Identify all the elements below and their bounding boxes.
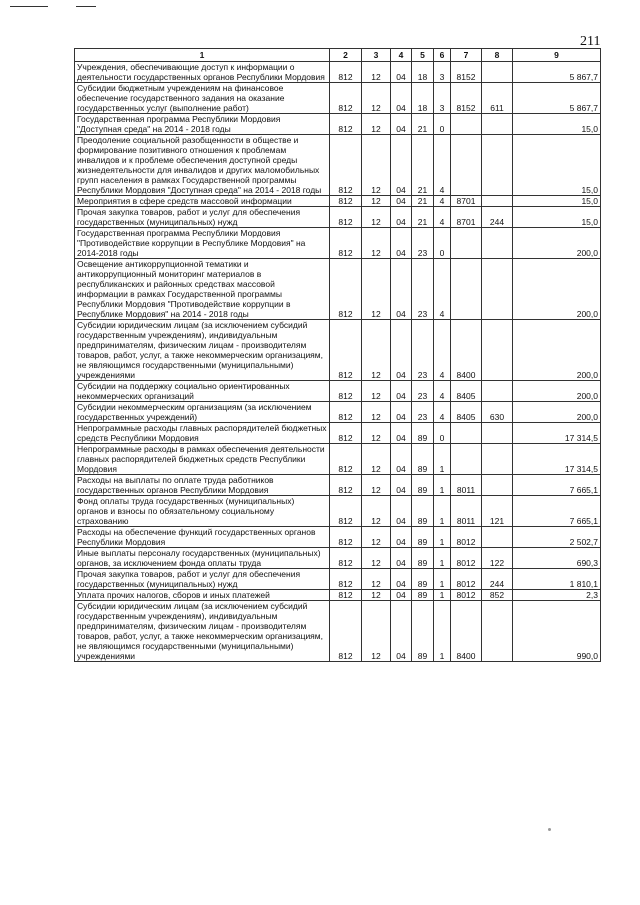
target-item-code: 8012 xyxy=(451,590,482,601)
section-code: 12 xyxy=(362,259,391,320)
section-code: 12 xyxy=(362,496,391,527)
section-code: 12 xyxy=(362,320,391,381)
expense-type-code xyxy=(482,423,513,444)
target-item-code: 8012 xyxy=(451,548,482,569)
subsection-code: 04 xyxy=(391,590,412,601)
section-code: 12 xyxy=(362,569,391,590)
subprogram-code: 4 xyxy=(434,196,451,207)
top-rule-right xyxy=(76,6,96,7)
expense-type-code xyxy=(482,444,513,475)
amount: 5 867,7 xyxy=(513,62,601,83)
top-rule-left xyxy=(10,6,48,7)
ministry-code: 812 xyxy=(330,259,362,320)
subprogram-code: 1 xyxy=(434,548,451,569)
program-code: 23 xyxy=(412,320,434,381)
subprogram-code: 1 xyxy=(434,496,451,527)
row-description: Субсидии некоммерческим организациям (за исключением государственных учреждений) xyxy=(75,402,330,423)
program-code: 23 xyxy=(412,228,434,259)
program-code: 89 xyxy=(412,569,434,590)
amount: 690,3 xyxy=(513,548,601,569)
amount: 200,0 xyxy=(513,402,601,423)
subprogram-code: 4 xyxy=(434,135,451,196)
section-code: 12 xyxy=(362,228,391,259)
target-item-code xyxy=(451,259,482,320)
target-item-code: 8405 xyxy=(451,402,482,423)
subsection-code: 04 xyxy=(391,62,412,83)
amount: 15,0 xyxy=(513,207,601,228)
row-description: Субсидии бюджетным учреждениям на финансовое обеспечение государственного задания на оказание государственных услуг (выполнение работ) xyxy=(75,83,330,114)
subsection-code: 04 xyxy=(391,569,412,590)
subprogram-code: 4 xyxy=(434,381,451,402)
table-row xyxy=(75,381,601,402)
table-row xyxy=(75,423,601,444)
program-code: 18 xyxy=(412,83,434,114)
row-description: Государственная программа Республики Мордовия "Противодействие коррупции в Республике Мордовия" на 2014-2018 годы xyxy=(75,228,330,259)
header-cell: 9 xyxy=(513,49,601,62)
table-row xyxy=(75,475,601,496)
ministry-code: 812 xyxy=(330,569,362,590)
expense-type-code: 121 xyxy=(482,496,513,527)
expense-type-code: 244 xyxy=(482,569,513,590)
row-description: Прочая закупка товаров, работ и услуг для обеспечения государственных (муниципальных) нужд xyxy=(75,569,330,590)
section-code: 12 xyxy=(362,601,391,662)
table-row xyxy=(75,320,601,381)
subprogram-code: 4 xyxy=(434,320,451,381)
program-code: 89 xyxy=(412,548,434,569)
expense-type-code: 852 xyxy=(482,590,513,601)
table-row xyxy=(75,590,601,601)
ministry-code: 812 xyxy=(330,601,362,662)
amount: 200,0 xyxy=(513,320,601,381)
ministry-code: 812 xyxy=(330,475,362,496)
scan-speck xyxy=(548,828,551,831)
subsection-code: 04 xyxy=(391,196,412,207)
subprogram-code: 1 xyxy=(434,590,451,601)
amount: 7 665,1 xyxy=(513,475,601,496)
amount: 200,0 xyxy=(513,228,601,259)
program-code: 89 xyxy=(412,444,434,475)
header-cell: 6 xyxy=(434,49,451,62)
table-row xyxy=(75,62,601,83)
expense-type-code xyxy=(482,381,513,402)
target-item-code: 8012 xyxy=(451,569,482,590)
expense-type-code: 630 xyxy=(482,402,513,423)
ministry-code: 812 xyxy=(330,114,362,135)
expense-type-code xyxy=(482,114,513,135)
program-code: 89 xyxy=(412,496,434,527)
section-code: 12 xyxy=(362,62,391,83)
target-item-code: 8400 xyxy=(451,601,482,662)
section-code: 12 xyxy=(362,444,391,475)
subsection-code: 04 xyxy=(391,320,412,381)
expense-type-code xyxy=(482,135,513,196)
ministry-code: 812 xyxy=(330,496,362,527)
target-item-code: 8011 xyxy=(451,496,482,527)
program-code: 23 xyxy=(412,402,434,423)
ministry-code: 812 xyxy=(330,135,362,196)
subsection-code: 04 xyxy=(391,496,412,527)
header-cell: 5 xyxy=(412,49,434,62)
expense-type-code xyxy=(482,527,513,548)
expense-type-code xyxy=(482,320,513,381)
amount: 17 314,5 xyxy=(513,423,601,444)
header-cell: 8 xyxy=(482,49,513,62)
subprogram-code: 4 xyxy=(434,402,451,423)
program-code: 23 xyxy=(412,381,434,402)
target-item-code: 8701 xyxy=(451,207,482,228)
expense-type-code: 122 xyxy=(482,548,513,569)
target-item-code xyxy=(451,423,482,444)
row-description: Субсидии юридическим лицам (за исключением субсидий государственным учреждениям), индивидуальным предпринимателям, физическим лицам - производителям товаров, работ, услуг, а также некоммерческим организациям, не являющимся государственными (муниципальными) учреждениями xyxy=(75,320,330,381)
section-code: 12 xyxy=(362,590,391,601)
program-code: 18 xyxy=(412,62,434,83)
section-code: 12 xyxy=(362,135,391,196)
row-description: Непрограммные расходы главных распорядителей бюджетных средств Республики Мордовия xyxy=(75,423,330,444)
header-cell: 4 xyxy=(391,49,412,62)
subsection-code: 04 xyxy=(391,114,412,135)
section-code: 12 xyxy=(362,475,391,496)
table-row xyxy=(75,83,601,114)
section-code: 12 xyxy=(362,527,391,548)
ministry-code: 812 xyxy=(330,228,362,259)
ministry-code: 812 xyxy=(330,444,362,475)
section-code: 12 xyxy=(362,381,391,402)
row-description: Расходы на обеспечение функций государственных органов Республики Мордовия xyxy=(75,527,330,548)
program-code: 89 xyxy=(412,590,434,601)
program-code: 89 xyxy=(412,527,434,548)
subprogram-code: 1 xyxy=(434,475,451,496)
amount: 15,0 xyxy=(513,196,601,207)
table-row xyxy=(75,402,601,423)
row-description: Субсидии на поддержку социально ориентированных некоммерческих организаций xyxy=(75,381,330,402)
table-row xyxy=(75,601,601,662)
target-item-code: 8011 xyxy=(451,475,482,496)
table-row xyxy=(75,114,601,135)
program-code: 21 xyxy=(412,207,434,228)
subprogram-code: 1 xyxy=(434,601,451,662)
target-item-code xyxy=(451,228,482,259)
subsection-code: 04 xyxy=(391,527,412,548)
header-row xyxy=(75,49,601,62)
table-row xyxy=(75,228,601,259)
amount: 15,0 xyxy=(513,135,601,196)
row-description: Расходы на выплаты по оплате труда работников государственных органов Республики Мордовия xyxy=(75,475,330,496)
row-description: Преодоление социальной разобщенности в обществе и формирование позитивного отношения к проблемам инвалидов и к проблеме обеспечения доступной среды жизнедеятельности для инвалидов и других маломобильных групп населения в рамках Государственной программы Республики Мордовия "Доступная среда" на 2014 - 2018 годы xyxy=(75,135,330,196)
row-description: Прочая закупка товаров, работ и услуг для обеспечения государственных (муниципальных) нужд xyxy=(75,207,330,228)
program-code: 89 xyxy=(412,601,434,662)
subprogram-code: 3 xyxy=(434,83,451,114)
section-code: 12 xyxy=(362,207,391,228)
row-description: Уплата прочих налогов, сборов и иных платежей xyxy=(75,590,330,601)
expense-type-code xyxy=(482,196,513,207)
subprogram-code: 0 xyxy=(434,114,451,135)
subsection-code: 04 xyxy=(391,207,412,228)
amount: 200,0 xyxy=(513,259,601,320)
page-number: 211 xyxy=(580,34,601,49)
target-item-code: 8152 xyxy=(451,62,482,83)
program-code: 89 xyxy=(412,423,434,444)
expense-type-code xyxy=(482,228,513,259)
program-code: 89 xyxy=(412,475,434,496)
program-code: 21 xyxy=(412,114,434,135)
program-code: 21 xyxy=(412,196,434,207)
ministry-code: 812 xyxy=(330,62,362,83)
budget-table xyxy=(74,48,601,662)
header-cell: 3 xyxy=(362,49,391,62)
amount: 5 867,7 xyxy=(513,83,601,114)
section-code: 12 xyxy=(362,114,391,135)
subsection-code: 04 xyxy=(391,601,412,662)
program-code: 23 xyxy=(412,259,434,320)
target-item-code xyxy=(451,114,482,135)
subprogram-code: 1 xyxy=(434,569,451,590)
amount: 7 665,1 xyxy=(513,496,601,527)
expense-type-code xyxy=(482,259,513,320)
ministry-code: 812 xyxy=(330,590,362,601)
row-description: Освещение антикоррупционной тематики и антикоррупционный мониторинг материалов в республиканских и районных средствах массовой информации в рамках Государственной программы Республики Мордовия "Противодействие коррупции в Республике Мордовия" на 2014 - 2018 годы xyxy=(75,259,330,320)
table-row xyxy=(75,569,601,590)
ministry-code: 812 xyxy=(330,207,362,228)
header-cell: 7 xyxy=(451,49,482,62)
subprogram-code: 1 xyxy=(434,444,451,475)
ministry-code: 812 xyxy=(330,527,362,548)
target-item-code: 8400 xyxy=(451,320,482,381)
row-description: Мероприятия в сфере средств массовой информации xyxy=(75,196,330,207)
expense-type-code xyxy=(482,601,513,662)
table-row xyxy=(75,259,601,320)
ministry-code: 812 xyxy=(330,320,362,381)
amount: 2,3 xyxy=(513,590,601,601)
ministry-code: 812 xyxy=(330,402,362,423)
subprogram-code: 0 xyxy=(434,228,451,259)
subprogram-code: 3 xyxy=(434,62,451,83)
subsection-code: 04 xyxy=(391,381,412,402)
section-code: 12 xyxy=(362,402,391,423)
expense-type-code xyxy=(482,62,513,83)
subprogram-code: 4 xyxy=(434,259,451,320)
ministry-code: 812 xyxy=(330,381,362,402)
table-row xyxy=(75,196,601,207)
subsection-code: 04 xyxy=(391,444,412,475)
expense-type-code: 244 xyxy=(482,207,513,228)
amount: 2 502,7 xyxy=(513,527,601,548)
row-description: Учреждения, обеспечивающие доступ к информации о деятельности государственных органов Республики Мордовия xyxy=(75,62,330,83)
ministry-code: 812 xyxy=(330,83,362,114)
table-row xyxy=(75,548,601,569)
table-row xyxy=(75,207,601,228)
target-item-code: 8701 xyxy=(451,196,482,207)
subsection-code: 04 xyxy=(391,83,412,114)
target-item-code xyxy=(451,444,482,475)
row-description: Субсидии юридическим лицам (за исключением субсидий государственным учреждениям), индивидуальным предпринимателям, физическим лицам - производителям товаров, работ, услуг, а также некоммерческим организациям, не являющимся государственными (муниципальными) учреждениями xyxy=(75,601,330,662)
header-cell: 1 xyxy=(75,49,330,62)
table-row xyxy=(75,444,601,475)
subsection-code: 04 xyxy=(391,402,412,423)
table-row xyxy=(75,135,601,196)
target-item-code xyxy=(451,135,482,196)
ministry-code: 812 xyxy=(330,548,362,569)
header-cell: 2 xyxy=(330,49,362,62)
ministry-code: 812 xyxy=(330,196,362,207)
amount: 990,0 xyxy=(513,601,601,662)
subsection-code: 04 xyxy=(391,259,412,320)
amount: 15,0 xyxy=(513,114,601,135)
target-item-code: 8405 xyxy=(451,381,482,402)
program-code: 21 xyxy=(412,135,434,196)
row-description: Иные выплаты персоналу государственных (муниципальных) органов, за исключением фонда оплаты труда xyxy=(75,548,330,569)
subprogram-code: 1 xyxy=(434,527,451,548)
amount: 1 810,1 xyxy=(513,569,601,590)
section-code: 12 xyxy=(362,423,391,444)
section-code: 12 xyxy=(362,196,391,207)
subsection-code: 04 xyxy=(391,135,412,196)
table-row xyxy=(75,496,601,527)
expense-type-code: 611 xyxy=(482,83,513,114)
amount: 17 314,5 xyxy=(513,444,601,475)
subsection-code: 04 xyxy=(391,423,412,444)
subprogram-code: 4 xyxy=(434,207,451,228)
subsection-code: 04 xyxy=(391,228,412,259)
expense-type-code xyxy=(482,475,513,496)
row-description: Непрограммные расходы в рамках обеспечения деятельности главных распорядителей бюджетных средств Республики Мордовия xyxy=(75,444,330,475)
subprogram-code: 0 xyxy=(434,423,451,444)
ministry-code: 812 xyxy=(330,423,362,444)
target-item-code: 8012 xyxy=(451,527,482,548)
subsection-code: 04 xyxy=(391,475,412,496)
amount: 200,0 xyxy=(513,381,601,402)
section-code: 12 xyxy=(362,83,391,114)
section-code: 12 xyxy=(362,548,391,569)
row-description: Государственная программа Республики Мордовия "Доступная среда" на 2014 - 2018 годы xyxy=(75,114,330,135)
target-item-code: 8152 xyxy=(451,83,482,114)
table-row xyxy=(75,527,601,548)
row-description: Фонд оплаты труда государственных (муниципальных) органов и взносы по обязательному социальному страхованию xyxy=(75,496,330,527)
subsection-code: 04 xyxy=(391,548,412,569)
